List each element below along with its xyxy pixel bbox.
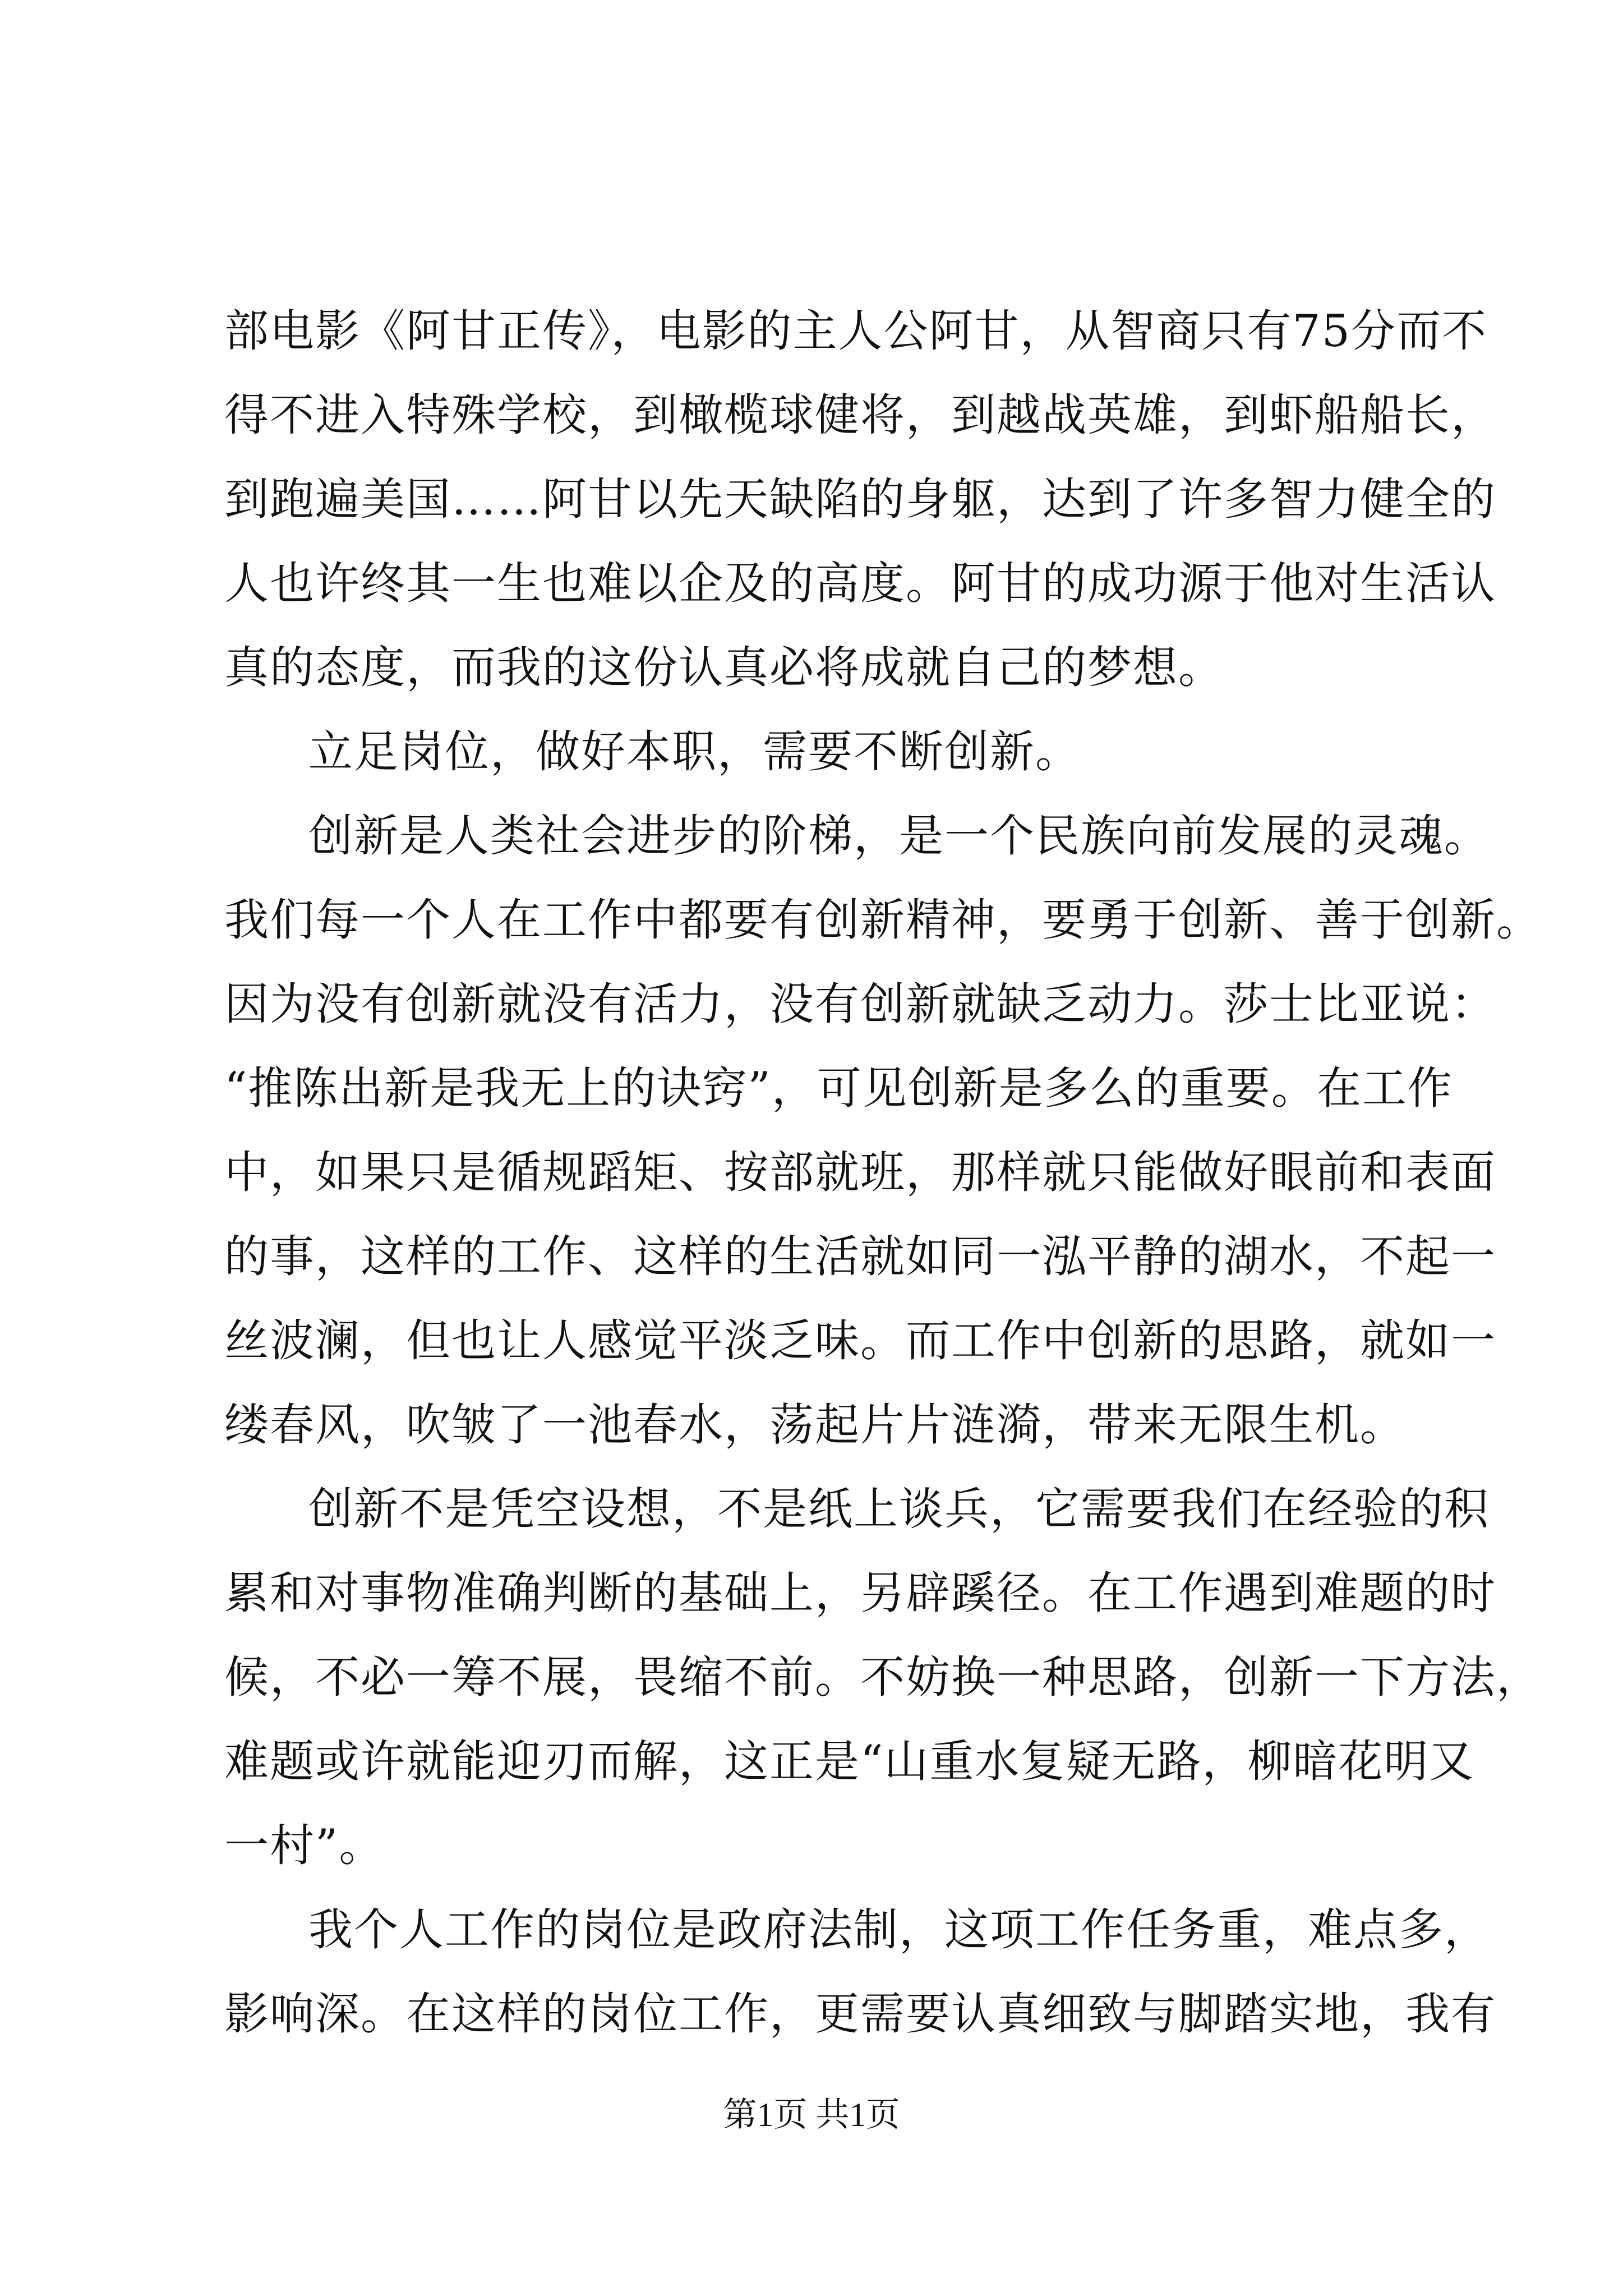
text-line: 创新是人类社会进步的阶梯，是一个民族向前发展的灵魂。	[308, 810, 1490, 862]
text-line: 的事，这样的工作、这样的生活就如同一泓平静的湖水，不起一	[224, 1231, 1496, 1282]
text-line: “推陈出新是我无上的诀窍”，可见创新是多么的重要。在工作	[224, 1062, 1453, 1114]
text-line: 候，不必一筹不展，畏缩不前。不妨换一种思路，创新一下方法，	[224, 1651, 1542, 1703]
text-line: 我个人工作的岗位是政府法制，这项工作任务重，难点多，	[308, 1904, 1490, 1955]
page-footer: 第1页 共1页	[723, 2096, 900, 2133]
text-line: 创新不是凭空设想，不是纸上谈兵，它需要我们在经验的积	[308, 1483, 1490, 1535]
text-line: 一村”。	[224, 1820, 385, 1871]
text-line: 人也许终其一生也难以企及的高度。阿甘的成功源于他对生活认	[224, 558, 1496, 609]
text-line: 累和对事物准确判断的基础上，另辟蹊径。在工作遇到难题的时	[224, 1567, 1496, 1619]
text-line: 部电影《阿甘正传》，电影的主人公阿甘，从智商只有75分而不	[224, 305, 1488, 357]
text-line: 得不进入特殊学校，到橄榄球健将，到越战英雄，到虾船船长，	[224, 389, 1496, 441]
text-line: 我们每一个人在工作中都要有创新精神，要勇于创新、善于创新。	[224, 894, 1542, 946]
text-line: 中，如果只是循规蹈矩、按部就班，那样就只能做好眼前和表面	[224, 1147, 1496, 1198]
text-line: 到跑遍美国……阿甘以先天缺陷的身躯，达到了许多智力健全的	[224, 473, 1496, 525]
text-line: 影响深。在这样的岗位工作，更需要认真细致与脚踏实地，我有	[224, 1988, 1496, 2040]
text-line: 难题或许就能迎刃而解，这正是“山重水复疑无路，柳暗花明又	[224, 1736, 1475, 1787]
text-line: 缕春风，吹皱了一池春水，荡起片片涟漪，带来无限生机。	[224, 1399, 1405, 1451]
text-line: 立足岗位，做好本职，需要不断创新。	[308, 726, 1081, 777]
text-line: 真的态度，而我的这份认真必将成就自己的梦想。	[224, 642, 1224, 693]
text-line: 丝波澜，但也让人感觉平淡乏味。而工作中创新的思路，就如一	[224, 1315, 1496, 1366]
text-line: 因为没有创新就没有活力，没有创新就缺乏动力。莎士比亚说：	[224, 978, 1496, 1030]
